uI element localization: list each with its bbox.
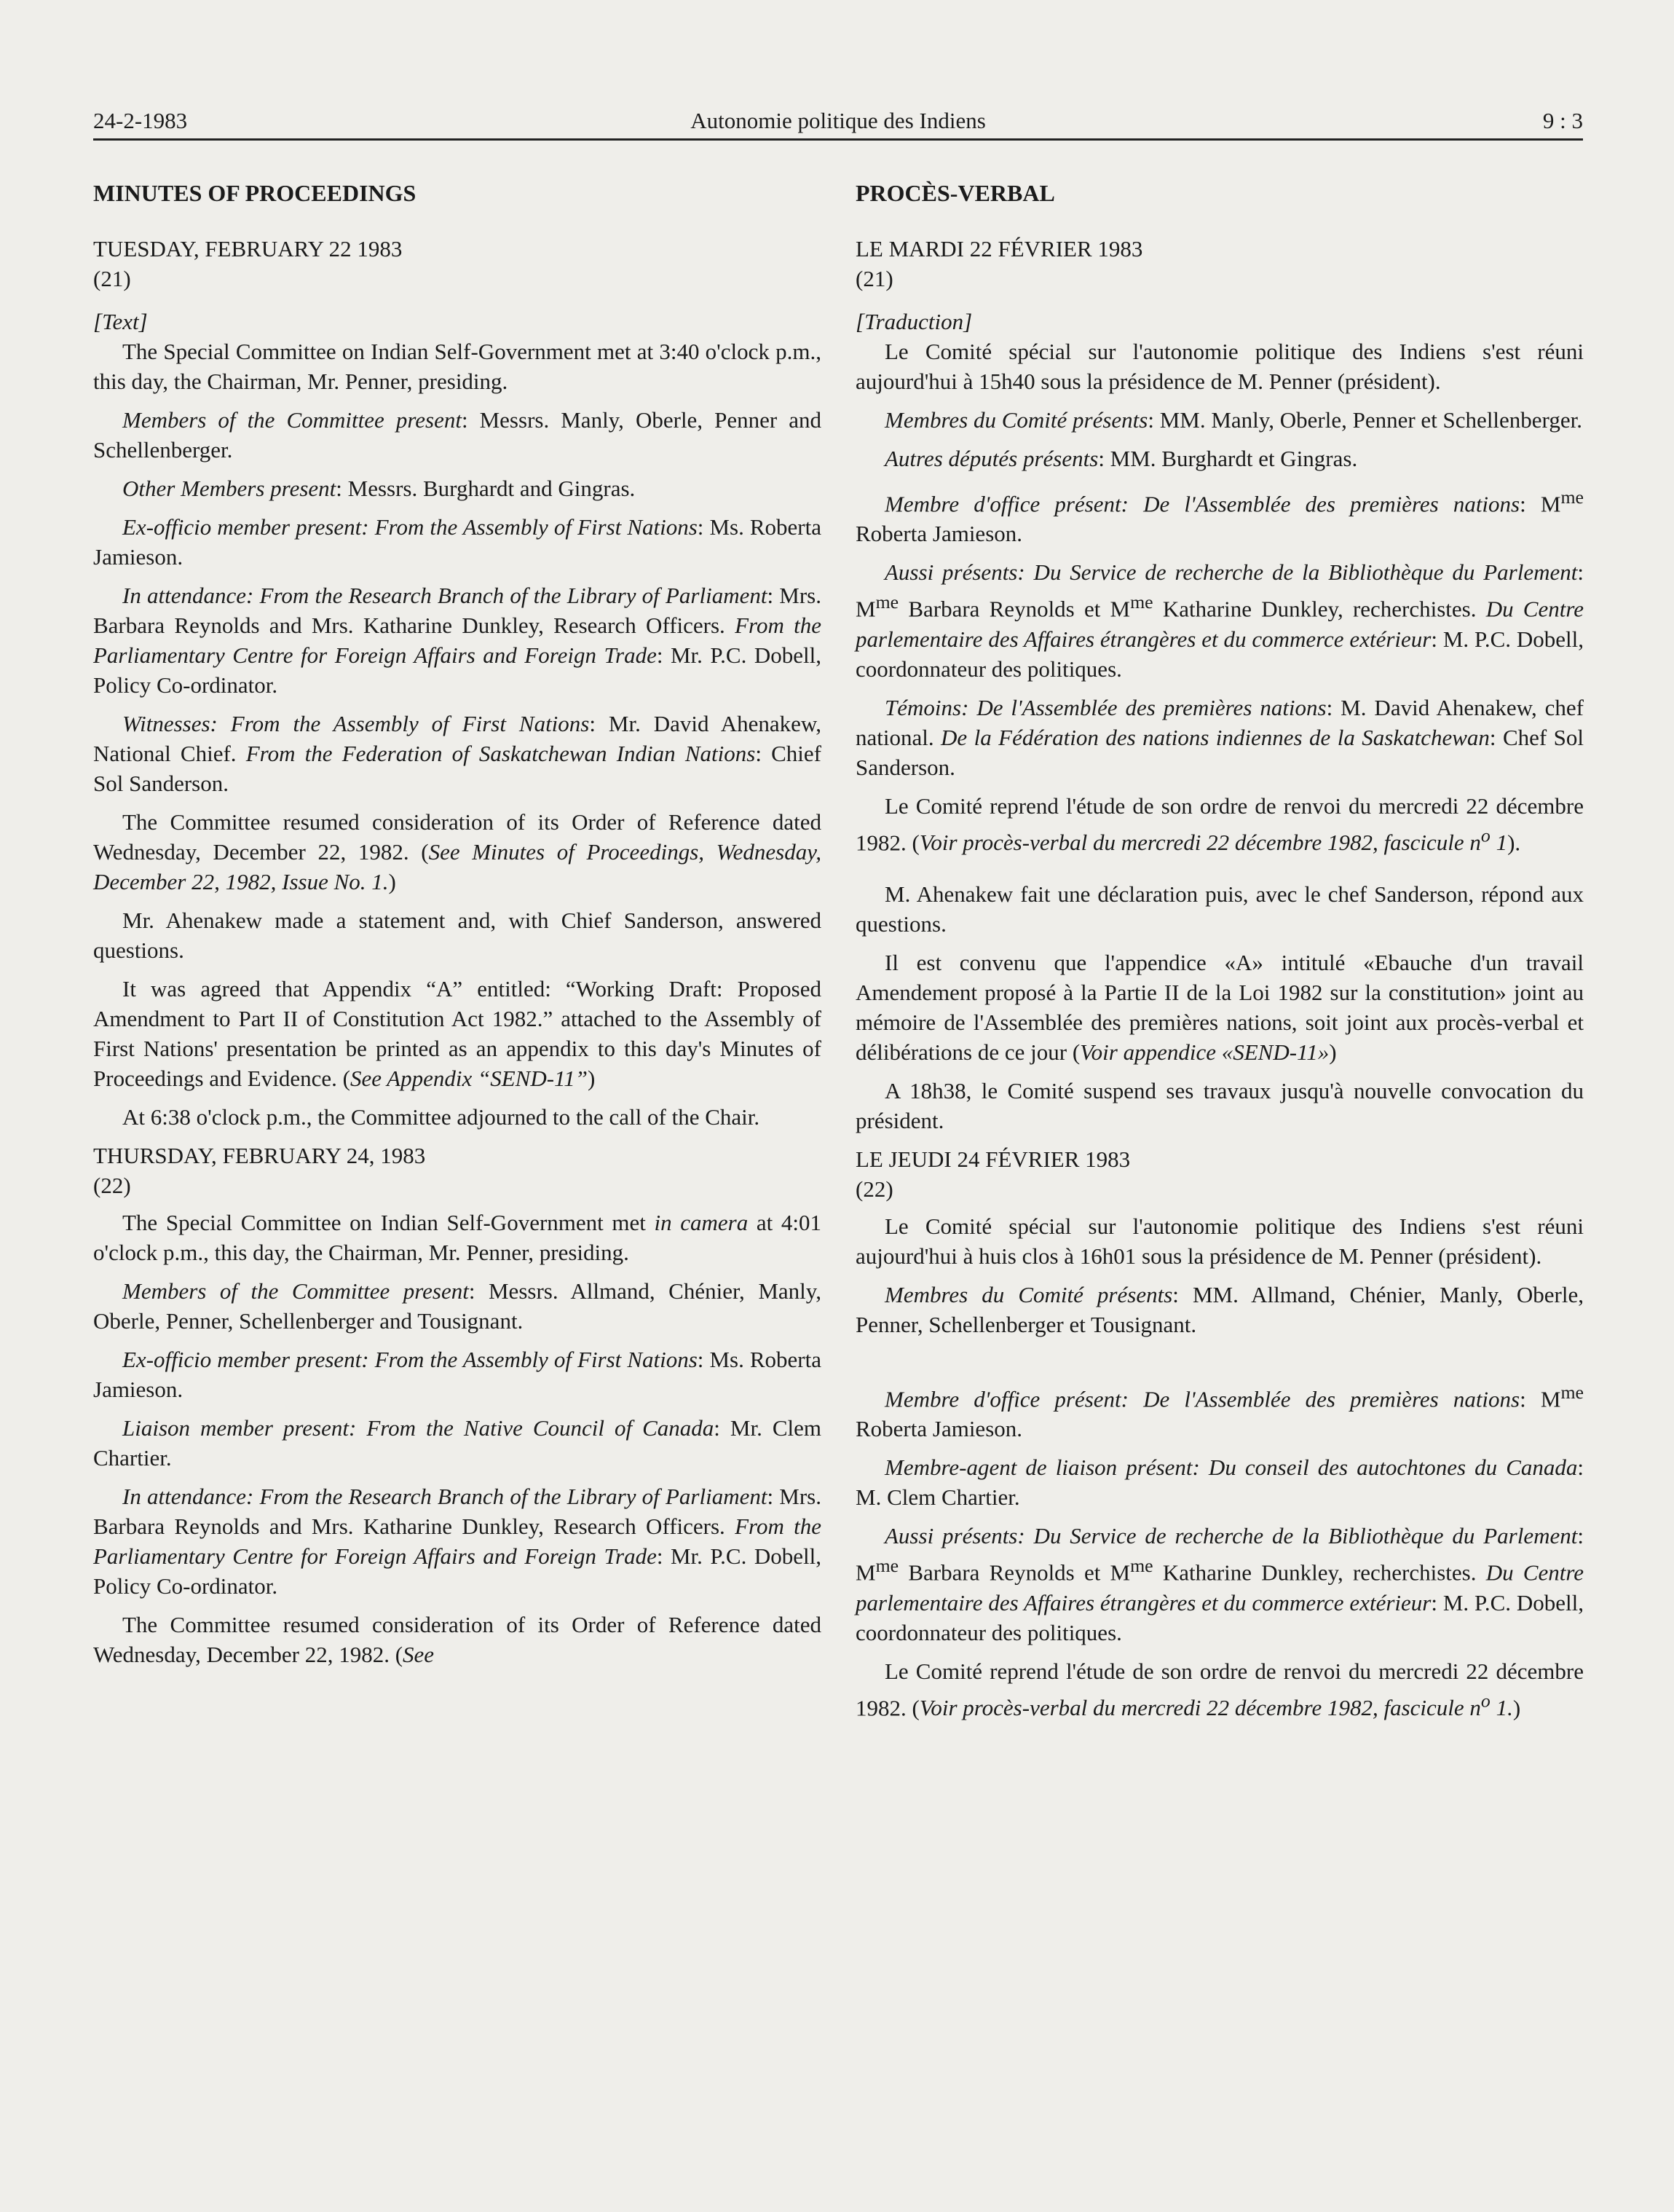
english-s2-exofficio: Ex-officio member present: From the Assembly of First Nations: Ms. Roberta Jamieson. [93,1347,821,1402]
english-s2-resumed: The Committee resumed consideration of its Order of Reference dated Wednesday, December 22, 1982. (See [93,1612,821,1667]
french-s2-members: Membres du Comité présents: MM. Allmand, Chénier, Manly, Oberle, Penner, Schellenberger et Tousignant. [856,1281,1584,1337]
english-s1-agreed: It was agreed that Appendix “A” entitled: “Working Draft: Proposed Amendment to Part II of Constitution Act 1982.” attached to the Assembly of First Nations' presentation be printed as an appendix to this day's Minutes of Proceedings and Evidence. (See Appendix “SEND-11”) [93,976,821,1091]
english-s2-date: THURSDAY, FEBRUARY 24, 1983 [93,1143,426,1168]
french-s1-other-members: Autres députés présents: MM. Burghardt et Gingras. [885,446,1358,471]
french-s1-witnesses: Témoins: De l'Assemblée des premières nations: M. David Ahenakew, chef national. De la Fédération des nations indiennes de la Saskatchewan: Chef Sol Sanderson. [856,694,1584,780]
french-s1-exofficio: Membre d'office présent: De l'Assemblée des premières nations: $M^{me}$ Roberta Jamieson. [856,487,1584,547]
french-s1-statement: M. Ahenakew fait une déclaration puis, avec le chef Sanderson, répond aux questions. [856,881,1584,937]
french-s1-opening: Le Comité spécial sur l'autonomie politique des Indiens s'est réuni aujourd'hui à 15h40 sous la présidence de M. Penner (président). [856,339,1584,394]
english-s1-members: Members of the Committee present: Messrs. Manly, Oberle, Penner and Schellenberger. [93,407,821,463]
french-s1-members: Membres du Comité présents: MM. Manly, Oberle, Penner et Schellenberger. [885,407,1582,433]
english-s1-opening: The Special Committee on Indian Self-Government met at 3:40 o'clock p.m., this day, the Chairman, Mr. Penner, presiding. [93,339,821,394]
header-rule [93,138,1583,141]
header-title: Autonomie politique des Indiens [690,108,986,133]
english-s1-other-members: Other Members present: Messrs. Burghardt and Gingras. [122,476,636,501]
french-heading: PROCÈS-VERBAL [856,180,1055,206]
header-page-number: 9 : 3 [1542,108,1583,133]
french-s1-number: (21) [856,266,893,291]
english-s2-liaison: Liaison member present: From the Native Council of Canada: Mr. Clem Chartier. [93,1415,821,1471]
french-s2-date: LE JEUDI 24 FÉVRIER 1983 [856,1146,1131,1172]
english-s1-number: (21) [93,266,131,291]
english-s2-opening: The Special Committee on Indian Self-Government met in camera at 4:01 o'clock p.m., this day, the Chairman, Mr. Penner, presiding. [93,1210,821,1265]
french-s1-resumed: Le Comité reprend l'étude de son ordre de renvoi du mercredi 22 décembre 1982. (Voir procès-verbal du mercredi 22 décembre 1982, fascicule $n^o$ 1). [856,792,1584,855]
french-s2-opening: Le Comité spécial sur l'autonomie politique des Indiens s'est réuni aujourd'hui à huis clos à 16h01 sous la présidence de M. Penner (président). [856,1213,1584,1269]
french-s2-exofficio: Membre d'office présent: De l'Assemblée des premières nations: $M^{me}$ Roberta Jamieson. [856,1381,1584,1442]
english-column [93,178,821,1678]
english-heading: MINUTES OF PROCEEDINGS [93,180,416,206]
english-s1-resumed: The Committee resumed consideration of its Order of Reference dated Wednesday, December 22, 1982. (See Minutes of Proceedings, Wednesday, December 22, 1982, Issue No. 1.) [93,809,821,894]
french-s2-number: (22) [856,1176,893,1202]
english-s1-witnesses: Witnesses: From the Assembly of First Nations: Mr. David Ahenakew, National Chief. From the Federation of Saskatchewan Indian Nations: Chief Sol Sanderson. [93,711,821,796]
french-column [856,178,1584,1731]
french-s1-agreed: Il est convenu que l'appendice «A» intitulé «Ebauche d'un travail Amendement proposé à la Partie II de la Loi 1982 sur la constitution» joint au mémoire de l'Assemblée des premières nations, soit joint aux procès-verbal et délibérations de ce jour (Voir appendice «SEND-11») [856,949,1584,1065]
header-date: 24-2-1983 [93,108,188,133]
english-s2-members: Members of the Committee present: Messrs. Allmand, Chénier, Manly, Oberle, Penner, Schellenberger and Tousignant. [93,1278,821,1334]
french-s2-liaison: Membre-agent de liaison présent: Du conseil des autochtones du Canada: M. Clem Chartier. [856,1455,1584,1511]
english-text-tag: [Text] [93,309,148,334]
french-s1-adjourned: A 18h38, le Comité suspend ses travaux jusqu'à nouvelle convocation du président. [856,1077,1584,1133]
english-s1-attendance: In attendance: From the Research Branch of the Library of Parliament: Mrs. Barbara Reynolds and Mrs. Katharine Dunkley, Research Officers. From the Parliamentary Centre for Foreign Affairs and Foreign Trade: Mr. P.C. Dobell, Policy Co-ordinator. [93,583,821,698]
english-s1-adjourned: At 6:38 o'clock p.m., the Committee adjourned to the call of the Chair. [122,1104,760,1130]
english-s2-number: (22) [93,1173,131,1198]
french-text-tag: [Traduction] [856,309,973,334]
french-s1-attendance: Aussi présents: Du Service de recherche de la Bibliothèque du Parlement: $M^{me}$ Barbara Reynolds et $M^{me}$ Katharine Dunkley, recherchistes. Du Centre parlementaire des Affaires étrangères et du commerce extérieur: M. P.C. Dobell, coordonnateur des politiques. [856,559,1584,682]
english-s1-exofficio: Ex-officio member present: From the Assembly of First Nations: Ms. Roberta Jamieson. [93,514,821,570]
french-s2-resumed: Le Comité reprend l'étude de son ordre de renvoi du mercredi 22 décembre 1982. (Voir procès-verbal du mercredi 22 décembre 1982, fascicule $n^o$ 1.) [856,1658,1584,1720]
french-s2-attendance: Aussi présents: Du Service de recherche de la Bibliothèque du Parlement: $M^{me}$ Barbara Reynolds et $M^{me}$ Katharine Dunkley, recherchistes. Du Centre parlementaire des Affaires étrangères et du commerce extérieur: M. P.C. Dobell, coordonnateur des politiques. [856,1523,1584,1645]
french-s1-date: LE MARDI 22 FÉVRIER 1983 [856,236,1143,261]
english-s1-statement: Mr. Ahenakew made a statement and, with Chief Sanderson, answered questions. [93,908,821,963]
running-header [93,108,1583,140]
english-s2-attendance: In attendance: From the Research Branch of the Library of Parliament: Mrs. Barbara Reynolds and Mrs. Katharine Dunkley, Research Officers. From the Parliamentary Centre for Foreign Affairs and Foreign Trade: Mr. P.C. Dobell, Policy Co-ordinator. [93,1484,821,1599]
english-s1-date: TUESDAY, FEBRUARY 22 1983 [93,236,403,261]
